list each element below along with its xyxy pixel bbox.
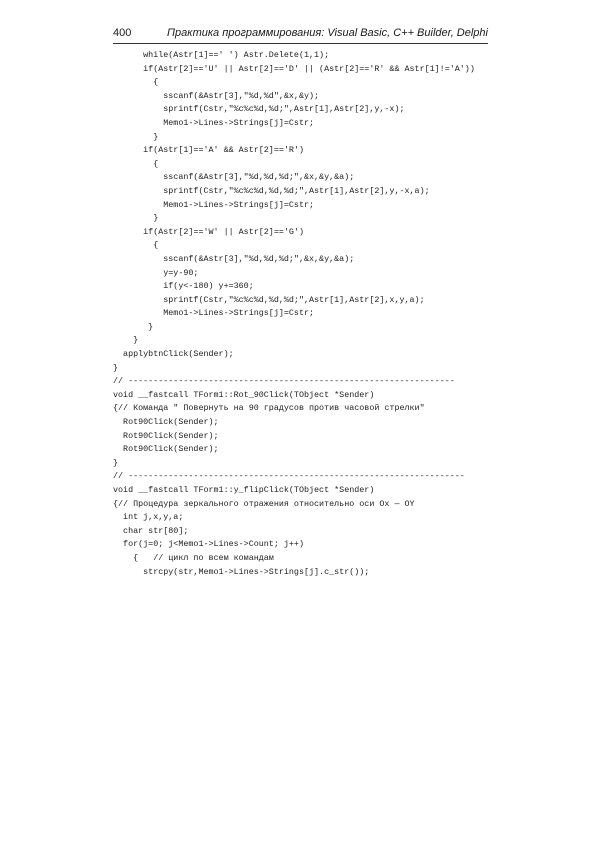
code-listing	[113, 49, 493, 579]
running-title: Практика программирования: Visual Basic, C++ Builder, Delphi	[167, 27, 488, 39]
code-line: int j,x,y,a;	[113, 512, 184, 523]
code-line: Rot90Click(Sender);	[113, 444, 219, 455]
code-line: Memo1->Lines->Strings[j]=Cstr;	[113, 117, 315, 128]
code-line: while(Astr[1]==' ') Astr.Delete(1,1);	[113, 50, 330, 60]
code-line: void __fastcall TForm1::Rot_90Click(TObject *Sender)	[113, 389, 375, 400]
code-line: Rot90Click(Sender);	[113, 417, 219, 428]
code-line: {// Процедура зеркального отражения относительно оси Ox — OY	[113, 498, 415, 509]
code-line: { // цикл по всем командам	[113, 552, 274, 563]
code-line: if(Astr[2]=='W' || Astr[2]=='G')	[113, 226, 304, 237]
code-line: sprintf(Cstr,"%c%c%d,%d;",Astr[1],Astr[2],y,-x);	[113, 104, 405, 115]
code-line: }	[113, 131, 159, 142]
code-line: sscanf(&Astr[3],"%d,%d,%d;",&x,&y,&a);	[113, 253, 355, 264]
code-line: sscanf(&Astr[3],"%d,%d,%d;",&x,&y,&a);	[113, 172, 355, 183]
code-line: }	[113, 335, 139, 346]
code-line: }	[113, 213, 159, 224]
code-line: // -------------------------------------------------------------------	[113, 471, 465, 482]
code-line: y=y-90;	[113, 267, 199, 278]
code-line: }	[113, 321, 154, 332]
code-line: Memo1->Lines->Strings[j]=Cstr;	[113, 199, 315, 210]
code-line: applybtnClick(Sender);	[113, 349, 234, 360]
code-line: char str[80];	[113, 525, 189, 536]
code-line: sscanf(&Astr[3],"%d,%d",&x,&y);	[113, 90, 320, 101]
code-line: sprintf(Cstr,"%c%c%d,%d,%d;",Astr[1],Astr[2],y,-x,a);	[113, 185, 430, 196]
code-line: Memo1->Lines->Strings[j]=Cstr;	[113, 308, 315, 319]
code-line: {	[113, 240, 159, 251]
code-line: strcpy(str,Memo1->Lines->Strings[j].c_str());	[113, 566, 370, 577]
code-line: if(Astr[2]=='U' || Astr[2]=='D' || (Astr[2]=='R' && Astr[1]!='A'))	[113, 63, 475, 74]
code-line: {// Команда " Повернуть на 90 градусов против часовой стрелки"	[113, 403, 425, 414]
code-line: {	[113, 158, 159, 169]
code-line: for(j=0; j<Memo1->Lines->Count; j++)	[113, 539, 304, 550]
code-line: Rot90Click(Sender);	[113, 430, 219, 441]
page-header	[113, 27, 488, 44]
code-line: if(y<-180) y+=360;	[113, 281, 254, 292]
code-line: // -----------------------------------------------------------------	[113, 376, 455, 387]
code-line: if(Astr[1]=='A' && Astr[2]=='R')	[113, 145, 304, 156]
code-line: }	[113, 457, 119, 468]
code-line: }	[113, 362, 119, 373]
code-line: void __fastcall TForm1::y_flipClick(TObject *Sender)	[113, 485, 375, 495]
code-line: {	[113, 77, 159, 88]
code-line: sprintf(Cstr,"%c%c%d,%d,%d;",Astr[1],Astr[2],x,y,a);	[113, 294, 425, 305]
page-number: 400	[113, 27, 132, 39]
